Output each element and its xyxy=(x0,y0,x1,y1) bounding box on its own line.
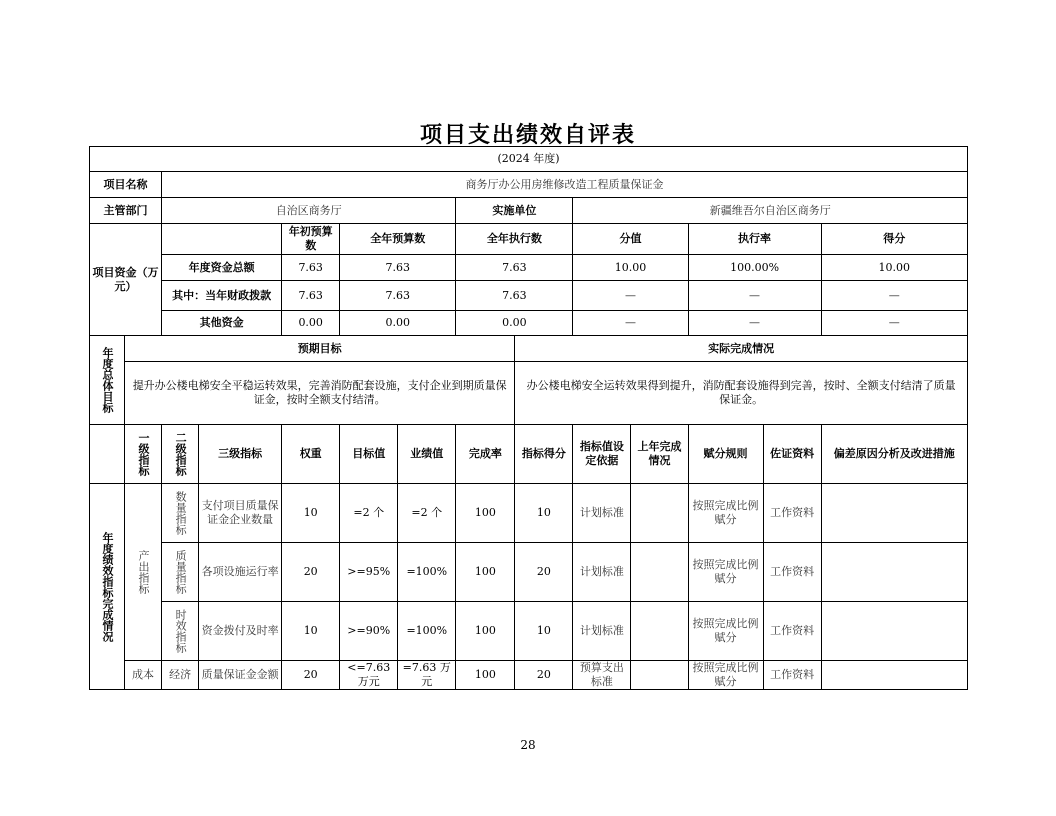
funds-header-annual: 全年预算数 xyxy=(340,224,456,255)
funds-cell: 0.00 xyxy=(456,311,573,336)
level3-indicator: 质量保证金金额 xyxy=(199,661,282,690)
indicator-header: 偏差原因分析及改进措施 xyxy=(821,425,967,484)
deviation-reason xyxy=(821,602,967,661)
funds-cell: 10.00 xyxy=(821,255,967,281)
funds-header-points: 分值 xyxy=(573,224,688,255)
indicator-header: 二级指标 xyxy=(162,425,199,484)
scoring-rule: 按照完成比例赋分 xyxy=(688,602,763,661)
project-name-value: 商务厅办公用房维修改造工程质量保证金 xyxy=(162,172,968,198)
funds-cell: — xyxy=(688,311,821,336)
indicator-header: 指标得分 xyxy=(515,425,573,484)
funds-header-initial: 年初预算数 xyxy=(282,224,340,255)
basis: 预算支出标准 xyxy=(573,661,631,690)
indicator-score: 20 xyxy=(515,543,573,602)
level2-indicator: 数量指标 xyxy=(162,484,199,543)
level1-cost: 成本 xyxy=(125,661,162,690)
completion-rate: 100 xyxy=(456,661,515,690)
level3-indicator: 资金拨付及时率 xyxy=(199,602,282,661)
basis: 计划标准 xyxy=(573,484,631,543)
last-year xyxy=(631,602,688,661)
evidence: 工作资料 xyxy=(763,661,821,690)
actual-value: =100% xyxy=(398,543,456,602)
deviation-reason xyxy=(821,543,967,602)
funds-row-label: 其中：当年财政拨款 xyxy=(162,281,282,311)
level2-indicator: 时效指标 xyxy=(162,602,199,661)
evidence: 工作资料 xyxy=(763,484,821,543)
level3-indicator: 各项设施运行率 xyxy=(199,543,282,602)
funds-label: 项目资金（万元） xyxy=(90,224,162,336)
funds-header-score: 得分 xyxy=(821,224,967,255)
indicator-header: 目标值 xyxy=(340,425,398,484)
level3-indicator: 支付项目质量保证金企业数量 xyxy=(199,484,282,543)
scoring-rule: 按照完成比例赋分 xyxy=(688,484,763,543)
funds-header-blank xyxy=(162,224,282,255)
scoring-rule: 按照完成比例赋分 xyxy=(688,661,763,690)
impl-value: 新疆维吾尔自治区商务厅 xyxy=(573,198,968,224)
expected-goal-header: 预期目标 xyxy=(125,336,515,362)
indicator-header: 一级指标 xyxy=(125,425,162,484)
completion-rate: 100 xyxy=(456,602,515,661)
completion-rate: 100 xyxy=(456,543,515,602)
target-value: >=90% xyxy=(340,602,398,661)
actual-value: =2 个 xyxy=(398,484,456,543)
funds-cell: 10.00 xyxy=(573,255,688,281)
dept-label: 主管部门 xyxy=(90,198,162,224)
indicator-header: 指标值设定依据 xyxy=(573,425,631,484)
funds-cell: — xyxy=(688,281,821,311)
funds-header-executed: 全年执行数 xyxy=(456,224,573,255)
indicator-header: 三级指标 xyxy=(199,425,282,484)
basis: 计划标准 xyxy=(573,543,631,602)
last-year xyxy=(631,484,688,543)
self-evaluation-table xyxy=(89,146,968,690)
evidence: 工作资料 xyxy=(763,602,821,661)
impl-label: 实施单位 xyxy=(456,198,573,224)
page-title: 项目支出绩效自评表 xyxy=(419,123,636,148)
indicator-header: 业绩值 xyxy=(398,425,456,484)
last-year xyxy=(631,661,688,690)
project-name-label: 项目名称 xyxy=(90,172,162,198)
page-number: 28 xyxy=(520,738,536,752)
level1-output: 产出指标 xyxy=(125,484,162,661)
funds-cell: 0.00 xyxy=(340,311,456,336)
funds-cell: — xyxy=(821,281,967,311)
funds-cell: 100.00% xyxy=(688,255,821,281)
target-value: >=95% xyxy=(340,543,398,602)
evidence: 工作资料 xyxy=(763,543,821,602)
actual-value: =100% xyxy=(398,602,456,661)
funds-cell: 7.63 xyxy=(340,255,456,281)
funds-row-label: 年度资金总额 xyxy=(162,255,282,281)
level2-indicator: 经济 xyxy=(162,661,199,690)
indicator-score: 10 xyxy=(515,602,573,661)
weight: 10 xyxy=(282,602,340,661)
funds-header-rate: 执行率 xyxy=(688,224,821,255)
funds-cell: — xyxy=(573,311,688,336)
indicator-header-blank xyxy=(90,425,125,484)
expected-goal-text: 提升办公楼电梯安全平稳运转效果，完善消防配套设施，支付企业到期质量保证金，按时全额支付结清。 xyxy=(125,362,515,425)
deviation-reason xyxy=(821,484,967,543)
completion-rate: 100 xyxy=(456,484,515,543)
level2-indicator: 质量指标 xyxy=(162,543,199,602)
funds-cell: 7.63 xyxy=(340,281,456,311)
funds-cell: 7.63 xyxy=(282,281,340,311)
last-year xyxy=(631,543,688,602)
actual-result-text: 办公楼电梯安全运转效果得到提升，消防配套设施得到完善，按时、全额支付结清了质量保证金。 xyxy=(515,362,968,425)
basis: 计划标准 xyxy=(573,602,631,661)
goals-label: 年度总体目标 xyxy=(90,336,125,425)
funds-cell: — xyxy=(821,311,967,336)
weight: 20 xyxy=(282,543,340,602)
indicator-score: 20 xyxy=(515,661,573,690)
indicator-header: 完成率 xyxy=(456,425,515,484)
actual-result-header: 实际完成情况 xyxy=(515,336,968,362)
actual-value: =7.63 万元 xyxy=(398,661,456,690)
indicators-label: 年度绩效指标完成情况 xyxy=(90,484,125,690)
scoring-rule: 按照完成比例赋分 xyxy=(688,543,763,602)
deviation-reason xyxy=(821,661,967,690)
dept-value: 自治区商务厅 xyxy=(162,198,456,224)
indicator-header: 权重 xyxy=(282,425,340,484)
target-value: <=7.63 万元 xyxy=(340,661,398,690)
funds-row-label: 其他资金 xyxy=(162,311,282,336)
indicator-score: 10 xyxy=(515,484,573,543)
funds-cell: 7.63 xyxy=(282,255,340,281)
funds-cell: 0.00 xyxy=(282,311,340,336)
year-label: (2024 年度) xyxy=(90,147,968,172)
indicator-header: 上年完成情况 xyxy=(631,425,688,484)
indicator-header: 赋分规则 xyxy=(688,425,763,484)
funds-cell: — xyxy=(573,281,688,311)
funds-cell: 7.63 xyxy=(456,255,573,281)
indicator-header: 佐证资料 xyxy=(763,425,821,484)
weight: 10 xyxy=(282,484,340,543)
weight: 20 xyxy=(282,661,340,690)
funds-cell: 7.63 xyxy=(456,281,573,311)
target-value: =2 个 xyxy=(340,484,398,543)
